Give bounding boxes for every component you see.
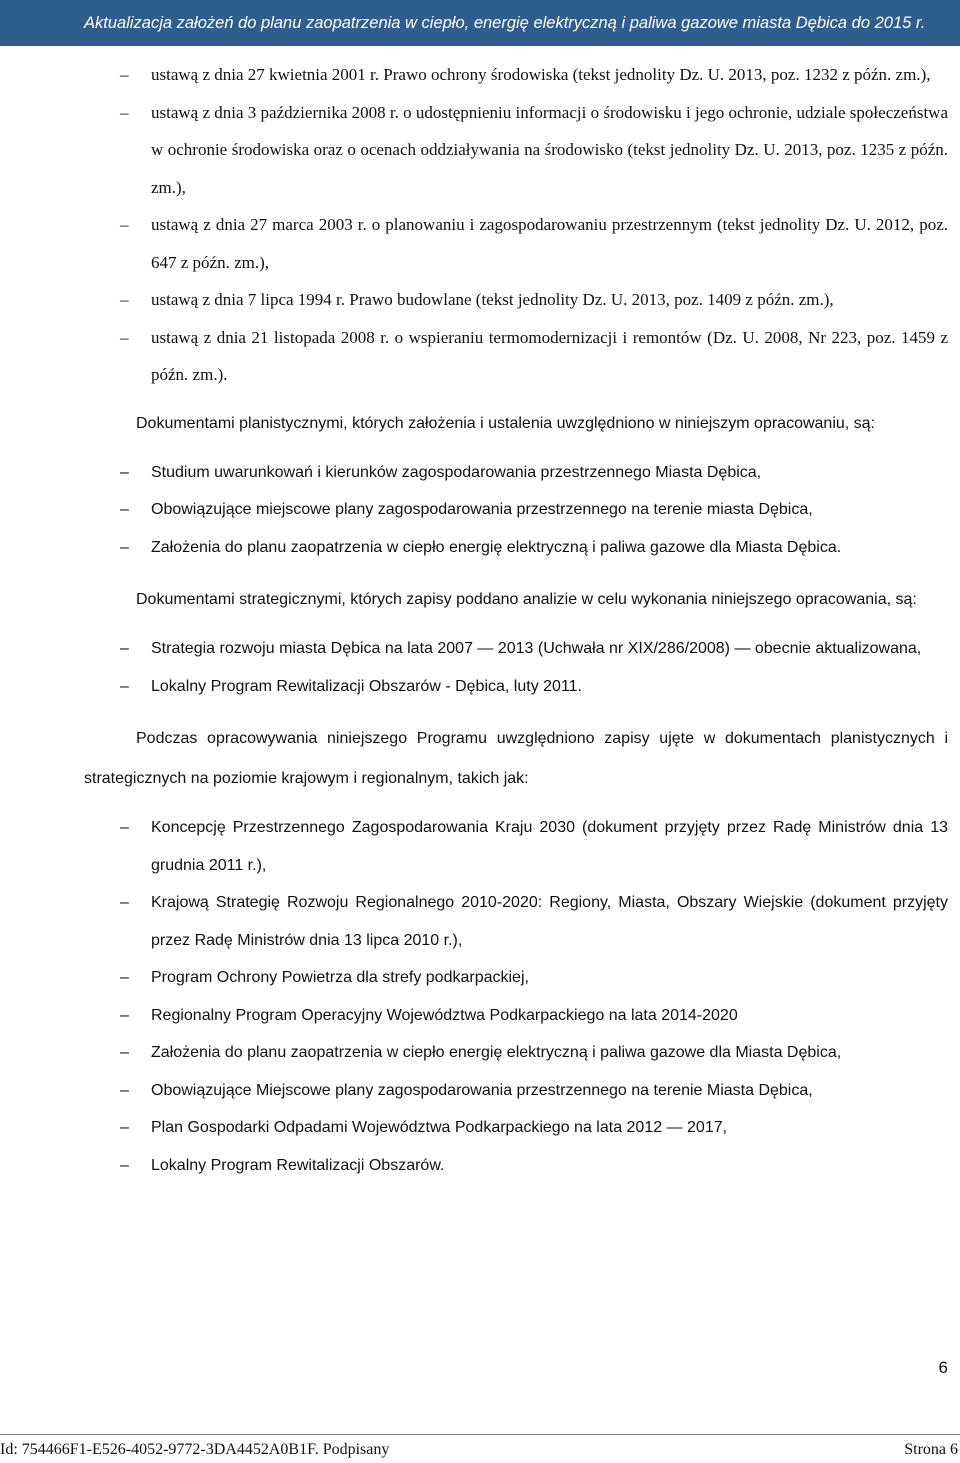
list-item: – ustawą z dnia 27 marca 2003 r. o planowaniu i zagospodarowaniu przestrzennym (tekst jednolity Dz. U. 2012, poz. 647 z późn. zm.),	[84, 206, 948, 281]
footer-divider	[0, 1434, 960, 1435]
list-item: – Strategia rozwoju miasta Dębica na lata 2007 — 2013 (Uchwała nr XIX/286/2008) — obecnie aktualizowana,	[84, 630, 948, 668]
strategic-intro: Dokumentami strategicznymi, których zapisy poddano analizie w celu wykonania niniejszego opracowania, są:	[136, 591, 917, 608]
list-item: – ustawą z dnia 7 lipca 1994 r. Prawo budowlane (tekst jednolity Dz. U. 2013, poz. 1409 z późn. zm.),	[84, 281, 948, 319]
programs-intro: Podczas opracowywania niniejszego Programu uwzględniono zapisy ujęte w dokumentach planistycznych i strategicznych na poziomie krajowym i regionalnym, takich jak:	[84, 730, 948, 787]
list-item: – Plan Gospodarki Odpadami Województwa Podkarpackiego na lata 2012 — 2017,	[84, 1109, 948, 1147]
list-item: – ustawą z dnia 27 kwietnia 2001 r. Prawo ochrony środowiska (tekst jednolity Dz. U. 2013, poz. 1232 z późn. zm.),	[84, 56, 948, 94]
list-item: – ustawą z dnia 3 października 2008 r. o udostępnieniu informacji o środowisku i jego ochronie, udziale społeczeństwa w ochronie środowiska oraz o ocenach oddziaływania na środowisko (tekst jednolity Dz. U. 2013, poz. 1235 z późn. zm.),	[84, 94, 948, 207]
list-item: – Koncepcję Przestrzennego Zagospodarowania Kraju 2030 (dokument przyjęty przez Radę Ministrów dnia 13 grudnia 2011 r.),	[84, 809, 948, 884]
list-item: – Studium uwarunkowań i kierunków zagospodarowania przestrzennego Miasta Dębica,	[84, 454, 948, 492]
page-content	[84, 56, 948, 1184]
list-item: – Program Ochrony Powietrza dla strefy podkarpackiej,	[84, 959, 948, 997]
planning-list	[84, 454, 948, 567]
list-item: – Założenia do planu zaopatrzenia w ciepło energię elektryczną i paliwa gazowe dla Miasta Dębica.	[84, 529, 948, 567]
list-item: – Krajową Strategię Rozwoju Regionalnego 2010-2020: Regiony, Miasta, Obszary Wiejskie (dokument przyjęty przez Radę Ministrów dnia 13 lipca 2010 r.),	[84, 884, 948, 959]
programs-list	[84, 809, 948, 1184]
strategic-list	[84, 630, 948, 705]
list-item: – Obowiązujące Miejscowe plany zagospodarowania przestrzennego na terenie Miasta Dębica,	[84, 1072, 948, 1110]
document-title: Aktualizacja założeń do planu zaopatrzenia w ciepło, energię elektryczną i paliwa gazowe miasta Dębica do 2015 r.	[84, 14, 926, 32]
list-item: – ustawą z dnia 21 listopada 2008 r. o wspieraniu termomodernizacji i remontów (Dz. U. 2008, Nr 223, poz. 1459 z późn. zm.).	[84, 319, 948, 394]
list-item: – Obowiązujące miejscowe plany zagospodarowania przestrzennego na terenie miasta Dębica,	[84, 491, 948, 529]
list-item: – Lokalny Program Rewitalizacji Obszarów - Dębica, luty 2011.	[84, 668, 948, 706]
planning-intro: Dokumentami planistycznymi, których założenia i ustalenia uwzględniono w niniejszym opracowaniu, są:	[136, 414, 876, 432]
acts-list	[84, 56, 948, 394]
footer-id: Id: 754466F1-E526-4052-9772-3DA4452A0B1F. Podpisany	[0, 1441, 390, 1458]
list-item: – Lokalny Program Rewitalizacji Obszarów.	[84, 1147, 948, 1185]
footer-page: Strona 6	[904, 1441, 958, 1458]
document-header	[0, 0, 960, 46]
page-number: 6	[938, 1358, 948, 1377]
list-item: – Regionalny Program Operacyjny Województwa Podkarpackiego na lata 2014-2020	[84, 997, 948, 1035]
list-item: – Założenia do planu zaopatrzenia w ciepło energię elektryczną i paliwa gazowe dla Miasta Dębica,	[84, 1034, 948, 1072]
